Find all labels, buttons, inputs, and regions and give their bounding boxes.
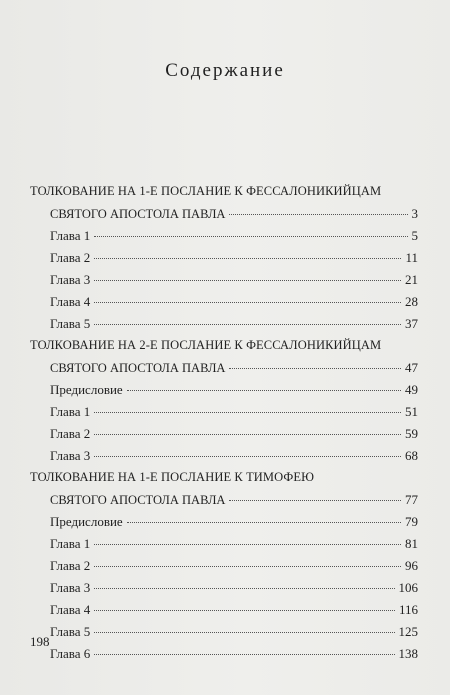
dot-leader [94,324,401,325]
toc-entry [30,382,418,404]
toc-entry [30,624,418,646]
dot-leader [94,434,401,435]
toc-entry-label: СВЯТОГО АПОСТОЛА ПАВЛА [50,493,226,507]
toc-entry-page: 77 [405,492,418,507]
dot-leader [229,368,401,369]
toc-entry-label: СВЯТОГО АПОСТОЛА ПАВЛА [50,207,226,221]
dot-leader [127,522,401,523]
dot-leader [94,412,401,413]
toc-entry [30,228,418,250]
toc-entry-label: Глава 2 [50,426,91,441]
toc-entry-page: 81 [405,536,418,551]
toc-entry [30,316,418,338]
toc-entry-page: 79 [405,514,418,529]
toc-entry [30,536,418,558]
toc-entry-label: Глава 1 [50,536,91,551]
toc-section-heading-text: ТОЛКОВАНИЕ НА 1-Е ПОСЛАНИЕ К ФЕССАЛОНИКИЙЦАМ [30,184,382,198]
toc-entry [30,602,418,624]
dot-leader [94,544,401,545]
toc-entry [30,580,418,602]
toc-entry-page: 96 [405,558,418,573]
toc-entry [30,426,418,448]
dot-leader [94,588,394,589]
toc-entry [30,272,418,294]
toc-entry-label: Предисловие [50,514,123,529]
toc-entry-page: 51 [405,404,418,419]
toc-entry-page: 11 [405,250,418,265]
toc-entry [30,514,418,536]
page-title: Содержание [165,60,285,81]
toc-entry-page: 116 [398,602,418,617]
toc-entry-label: Глава 1 [50,404,91,419]
toc-entry-page: 138 [398,646,418,661]
toc-entry-label: Глава 5 [50,624,91,639]
dot-leader [229,214,407,215]
toc-entry-page: 68 [405,448,418,463]
dot-leader [94,654,394,655]
toc-entry [30,448,418,470]
toc-entry [30,250,418,272]
toc-entry-label: Глава 2 [50,558,91,573]
toc-entry [30,294,418,316]
toc-entry-page: 37 [405,316,418,331]
toc-entry-page: 59 [405,426,418,441]
dot-leader [94,280,401,281]
dot-leader [127,390,401,391]
toc-entry-page: 47 [405,360,418,375]
dot-leader [94,632,394,633]
toc-entry-page: 28 [405,294,418,309]
toc-entry-page: 5 [411,228,418,243]
toc-section-heading [30,470,418,492]
toc-entry-label: Глава 4 [50,602,91,617]
table-of-contents [30,184,418,668]
toc-entry-page: 3 [411,206,418,221]
toc-entry-label: Глава 3 [50,272,91,287]
toc-entry-page: 106 [398,580,418,595]
toc-entry-label: Глава 1 [50,228,91,243]
toc-section-heading-text: ТОЛКОВАНИЕ НА 2-Е ПОСЛАНИЕ К ФЕССАЛОНИКИЙЦАМ [30,338,382,352]
toc-entry-label: СВЯТОГО АПОСТОЛА ПАВЛА [50,361,226,375]
toc-entry [30,206,418,228]
dot-leader [94,566,401,567]
toc-section-heading [30,338,418,360]
toc-section-heading [30,184,418,206]
toc-entry-page: 125 [398,624,418,639]
dot-leader [94,258,401,259]
toc-entry [30,492,418,514]
toc-entry-label: Глава 2 [50,250,91,265]
dot-leader [94,610,395,611]
toc-entry-label: Предисловие [50,382,123,397]
toc-entry-label: Глава 3 [50,448,91,463]
toc-section-heading-text: ТОЛКОВАНИЕ НА 1-Е ПОСЛАНИЕ К ТИМОФЕЮ [30,470,315,484]
toc-entry-label: Глава 6 [50,646,91,661]
toc-entry [30,646,418,668]
toc-entry-label: Глава 5 [50,316,91,331]
toc-entry [30,360,418,382]
dot-leader [94,236,407,237]
dot-leader [94,302,401,303]
toc-entry [30,558,418,580]
page-number: 198 [30,634,50,649]
dot-leader [94,456,401,457]
toc-entry-page: 21 [405,272,418,287]
toc-entry [30,404,418,426]
toc-entry-label: Глава 4 [50,294,91,309]
toc-entry-label: Глава 3 [50,580,91,595]
dot-leader [229,500,401,501]
toc-entry-page: 49 [405,382,418,397]
